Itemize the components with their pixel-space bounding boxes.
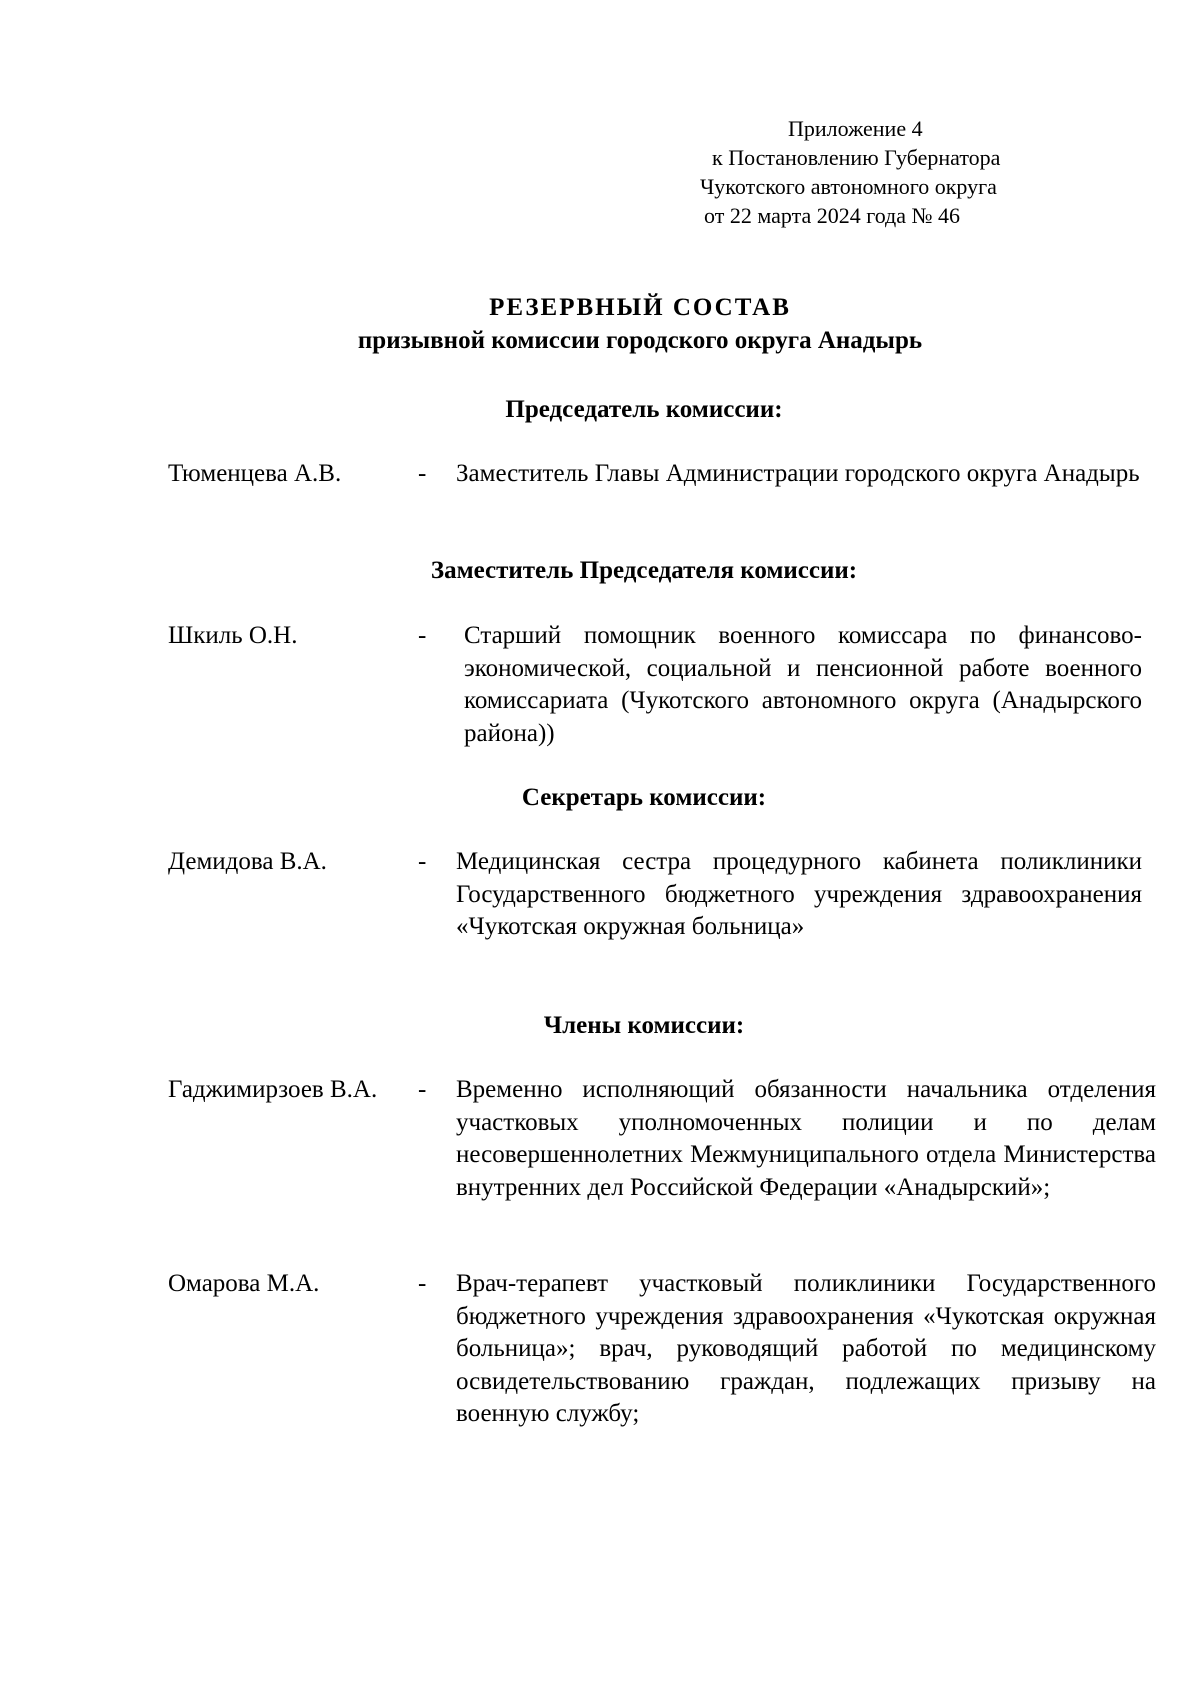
document-title <box>0 292 1200 358</box>
heading-deputy: Заместитель Председателя комиссии: <box>430 557 858 584</box>
secretary-dash: - <box>418 848 427 875</box>
deputy-name: Шкиль О.Н. <box>168 622 298 649</box>
heading-members: Члены комиссии: <box>543 1012 745 1039</box>
secretary-name: Демидова В.А. <box>168 848 327 875</box>
appendix-number: Приложение 4 <box>788 116 923 141</box>
appendix-region: Чукотского автономного округа <box>700 174 997 199</box>
chairman-dash: - <box>418 460 427 487</box>
member-dash: - <box>418 1270 427 1297</box>
chairman-description: Заместитель Главы Администрации городского округа Анадырь <box>456 460 1140 487</box>
deputy-dash: - <box>418 622 427 649</box>
member-name: Омарова М.А. <box>168 1270 320 1297</box>
member-description: Врач-терапевт участковый поликлиники Государственного бюджетного учреждения здравоохранения «Чукотская окружная больница»; врач, руководящий работой по медицинскому освидетельствованию граждан, подлежащих призыву на военную службу; <box>456 1270 1156 1427</box>
heading-secretary: Секретарь комиссии: <box>521 784 767 811</box>
appendix-header <box>700 114 1120 230</box>
member-name: Гаджимирзоев В.А. <box>168 1076 378 1103</box>
deputy-description: Старший помощник военного комиссара по финансово-экономической, социальной и пенсионной работе военного комиссариата (Чукотского автономного округа (Анадырского района)) <box>464 622 1142 747</box>
secretary-description: Медицинская сестра процедурного кабинета поликлиники Государственного бюджетного учреждения здравоохранения «Чукотская окружная больница» <box>456 848 1142 940</box>
title-main: РЕЗЕРВНЫЙ СОСТАВ <box>489 294 791 321</box>
appendix-resolution: к Постановлению Губернатора <box>712 145 1001 170</box>
appendix-date: от 22 марта 2024 года № 46 <box>704 203 961 228</box>
member-dash: - <box>418 1076 427 1103</box>
title-sub: призывной комиссии городского округа Анадырь <box>357 327 923 354</box>
heading-chairman: Председатель комиссии: <box>505 396 783 423</box>
chairman-name: Тюменцева А.В. <box>168 460 342 487</box>
member-description: Временно исполняющий обязанности начальника отделения участковых уполномоченных полиции и по делам несовершеннолетних Межмуниципального отдела Министерства внутренних дел Российской Федерации «Анадырский»; <box>456 1076 1156 1201</box>
